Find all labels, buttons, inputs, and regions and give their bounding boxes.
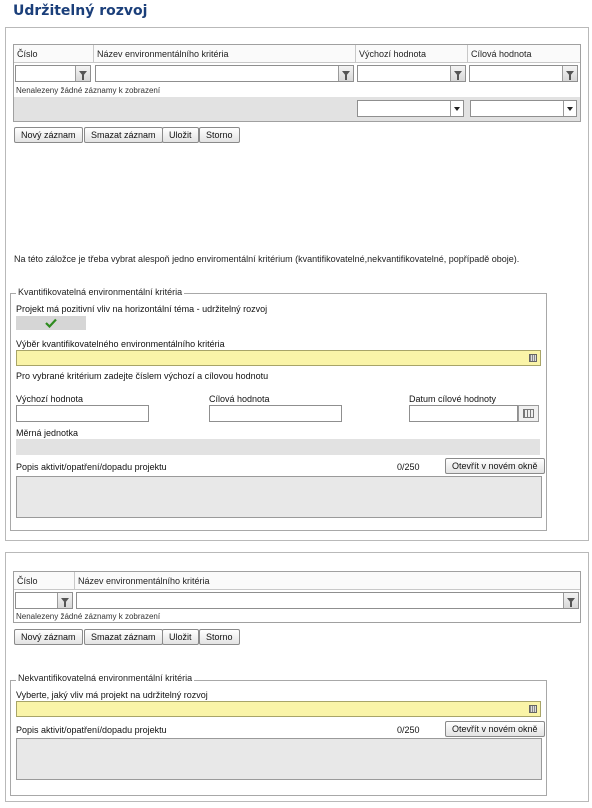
filter-icon[interactable] <box>57 593 72 608</box>
quant-instruction: Pro vybrané kritérium zadejte číslem výchozí a cílovou hodnotu <box>16 371 269 381</box>
checkmark-icon <box>45 318 57 328</box>
empty-message: Nenalezeny žádné záznamy k zobrazení <box>16 612 161 621</box>
unit-field <box>16 439 540 455</box>
criteria-grid-2 <box>13 571 581 623</box>
column-header-nazev[interactable]: Název environmentálního kritéria <box>94 45 356 63</box>
column-header-cislo[interactable]: Číslo <box>14 572 75 590</box>
nonquant-desc-label: Popis aktivit/opatření/dopadu projektu <box>16 725 167 735</box>
column-header-vychozi[interactable]: Výchozí hodnota <box>356 45 468 63</box>
filter-icon[interactable] <box>75 66 90 81</box>
filter-nazev-input[interactable] <box>95 65 354 82</box>
info-text: Na této záložce je třeba vybrat alespoň jedno enviromentální kritérium (kvantifikovatelné,nekvantifikovatelné, popřípadě oboje). <box>14 254 520 264</box>
chevron-down-icon[interactable] <box>450 101 463 116</box>
positive-impact-checkbox[interactable] <box>16 316 86 330</box>
nonquant-select-label: Vyberte, jaký vliv má projekt na udržitelný rozvoj <box>16 690 208 700</box>
delete-record-button[interactable]: Smazat záznam <box>84 629 163 645</box>
start-value-label: Výchozí hodnota <box>16 394 84 404</box>
quant-desc-counter: 0/250 <box>397 462 420 472</box>
kvantifikovatelna-panel <box>5 27 589 541</box>
nonquant-desc-counter: 0/250 <box>397 725 420 735</box>
save-button[interactable]: Uložit <box>162 127 199 143</box>
filter-icon[interactable] <box>562 66 577 81</box>
filter-vychozi-input[interactable] <box>357 65 466 82</box>
filter-cislo-input[interactable] <box>15 592 73 609</box>
column-header-nazev[interactable]: Název environmentálního kritéria <box>75 572 580 590</box>
target-value-input[interactable] <box>209 405 342 422</box>
target-date-input[interactable] <box>409 405 518 422</box>
nonquant-legend: Nekvantifikovatelná environmentální kritéria <box>18 673 193 683</box>
vychozi-select[interactable] <box>357 100 464 117</box>
save-button[interactable]: Uložit <box>162 629 199 645</box>
page-title: Udržitelný rozvoj <box>13 3 148 19</box>
cancel-button[interactable]: Storno <box>199 127 240 143</box>
cilova-select[interactable] <box>470 100 577 117</box>
quant-legend: Kvantifikovatelná environmentální kritéria <box>18 287 183 297</box>
filter-icon[interactable] <box>450 66 465 81</box>
calendar-icon[interactable] <box>518 405 539 422</box>
filter-cislo-input[interactable] <box>15 65 91 82</box>
filter-icon[interactable] <box>563 593 578 608</box>
positive-impact-label: Projekt má pozitivní vliv na horizontální téma - udržitelný rozvoj <box>16 304 268 314</box>
nonquant-impact-select[interactable] <box>16 701 541 717</box>
quant-desc-textarea[interactable] <box>16 476 542 518</box>
filter-cilova-input[interactable] <box>469 65 578 82</box>
list-picker-icon[interactable] <box>529 705 537 713</box>
filter-nazev-input[interactable] <box>76 592 579 609</box>
unit-label: Měrná jednotka <box>16 428 79 438</box>
column-header-cislo[interactable]: Číslo <box>14 45 94 63</box>
cancel-button[interactable]: Storno <box>199 629 240 645</box>
empty-message: Nenalezeny žádné záznamy k zobrazení <box>16 86 161 95</box>
list-picker-icon[interactable] <box>529 354 537 362</box>
nonquant-open-window-button[interactable]: Otevřít v novém okně <box>445 721 545 737</box>
nekvantifikovatelna-panel <box>5 552 589 802</box>
quant-select-label: Výběr kvantifikovatelného environmentálního kritéria <box>16 339 225 349</box>
quant-open-window-button[interactable]: Otevřít v novém okně <box>445 458 545 474</box>
nonquant-desc-textarea[interactable] <box>16 738 542 780</box>
delete-record-button[interactable]: Smazat záznam <box>84 127 163 143</box>
start-value-input[interactable] <box>16 405 149 422</box>
target-date-label: Datum cílové hodnoty <box>409 394 497 404</box>
new-record-button[interactable]: Nový záznam <box>14 127 83 143</box>
quant-desc-label: Popis aktivit/opatření/dopadu projektu <box>16 462 167 472</box>
chevron-down-icon[interactable] <box>563 101 576 116</box>
criteria-grid <box>13 44 581 122</box>
filter-icon[interactable] <box>338 66 353 81</box>
column-header-cilova[interactable]: Cílová hodnota <box>468 45 580 63</box>
quant-criterion-select[interactable] <box>16 350 541 366</box>
target-value-label: Cílová hodnota <box>209 394 270 404</box>
new-record-button[interactable]: Nový záznam <box>14 629 83 645</box>
